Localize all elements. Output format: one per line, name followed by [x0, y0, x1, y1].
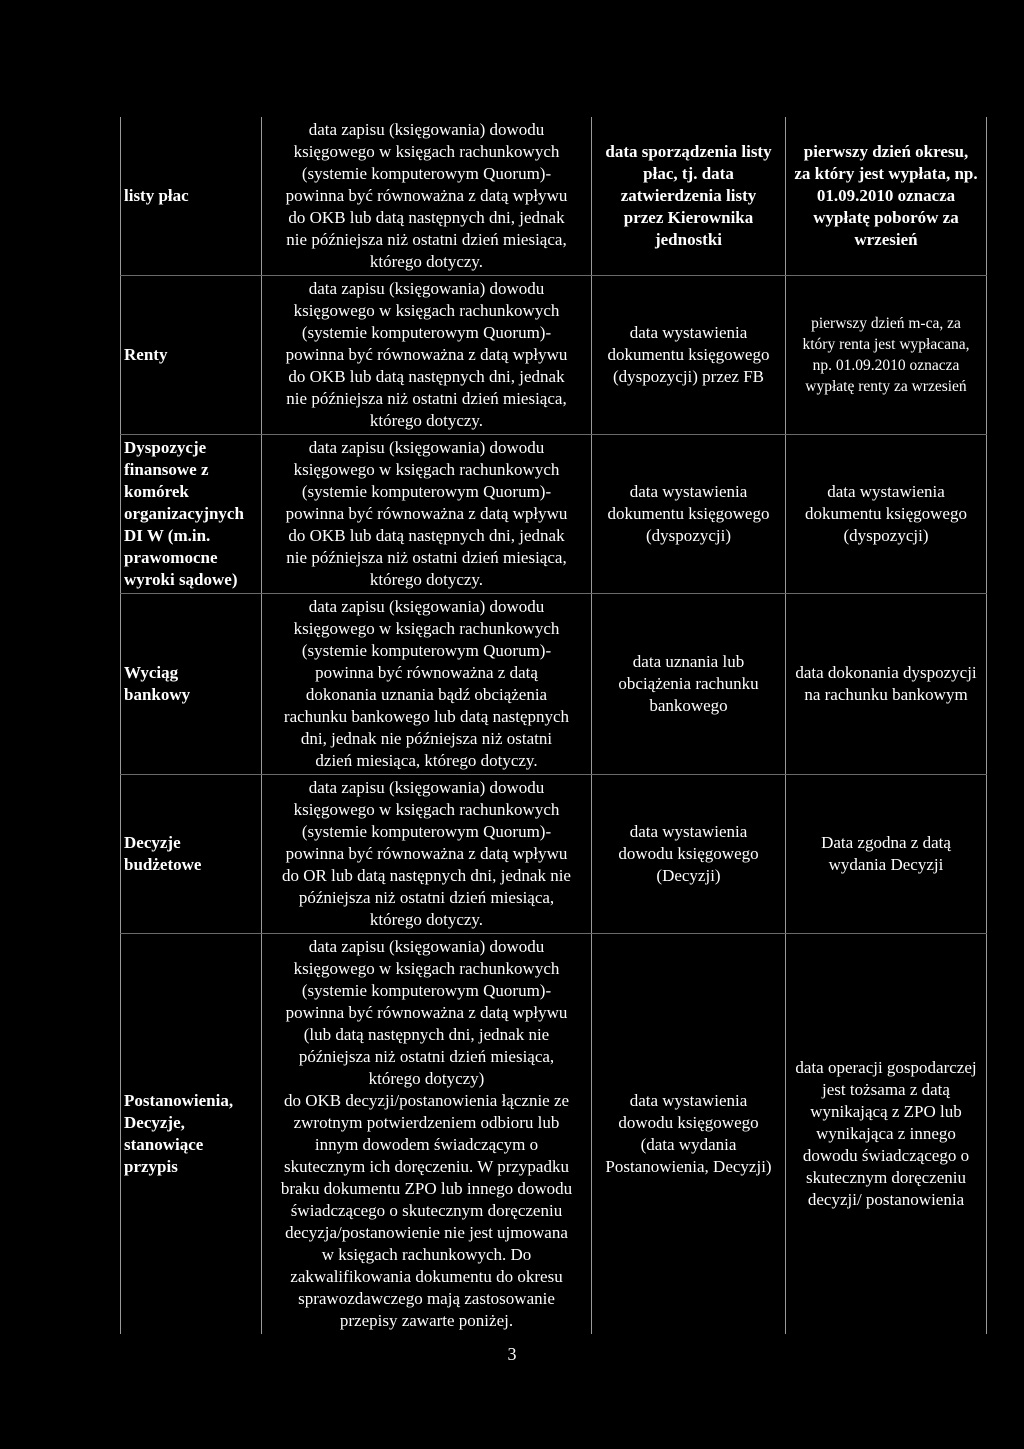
recording-rule-cell: data zapisu (księgowania) dowodu księgowego w księgach rachunkowych (systemie komputerowym Quorum)- powinna być równoważna z datą wpływu do OR lub datą następnych dni, jednak nie późniejsza niż ostatni dzień miesiąca, którego dotyczy.	[262, 775, 592, 934]
document-date-cell: data wystawienia dowodu księgowego (Decyzji)	[592, 775, 786, 934]
operation-date-cell: Data zgodna z datą wydania Decyzji	[786, 775, 987, 934]
document-type-cell: Postanowienia, Decyzje, stanowiące przypis	[121, 934, 262, 1335]
table-row	[121, 594, 987, 775]
document-date-cell: data wystawienia dokumentu księgowego (dyspozycji)	[592, 435, 786, 594]
recording-rule-cell: data zapisu (księgowania) dowodu księgowego w księgach rachunkowych (systemie komputerowym Quorum)- powinna być równoważna z datą dokonania uznania bądź obciążenia rachunku bankowego lub datą następnych dni, jednak nie późniejsza niż ostatni dzień miesiąca, którego dotyczy.	[262, 594, 592, 775]
table-row	[121, 435, 987, 594]
table-row	[121, 775, 987, 934]
document-date-cell: data wystawienia dowodu księgowego (data wydania Postanowienia, Decyzji)	[592, 934, 786, 1335]
document-date-cell: data wystawienia dokumentu księgowego (dyspozycji) przez FB	[592, 276, 786, 435]
recording-rule-cell: data zapisu (księgowania) dowodu księgowego w księgach rachunkowych (systemie komputerowym Quorum)- powinna być równoważna z datą wpływu (lub datą następnych dni, jednak nie późniejsza niż ostatni dzień miesiąca, którego dotyczy) do OKB decyzji/postanowienia łącznie ze zwrotnym potwierdzeniem odbioru lub innym dowodem świadczącym o skutecznym ich doręczeniu. W przypadku braku dokumentu ZPO lub innego dowodu świadczącego o skutecznym doręczeniu decyzja/postanowienie nie jest ujmowana w księgach rachunkowych. Do zakwalifikowania dokumentu do okresu sprawozdawczego mają zastosowanie przepisy zawarte poniżej.	[262, 934, 592, 1335]
recording-rule-cell: data zapisu (księgowania) dowodu księgowego w księgach rachunkowych (systemie komputerowym Quorum)- powinna być równoważna z datą wpływu do OKB lub datą następnych dni, jednak nie późniejsza niż ostatni dzień miesiąca, którego dotyczy.	[262, 435, 592, 594]
document-type-cell: Dyspozycje finansowe z komórek organizacyjnych DI W (m.in. prawomocne wyroki sądowe)	[121, 435, 262, 594]
document-type-cell: listy płac	[121, 117, 262, 276]
page-number: 3	[507, 1344, 517, 1364]
document-type-cell: Decyzje budżetowe	[121, 775, 262, 934]
operation-date-cell: data operacji gospodarczej jest tożsama z datą wynikającą z ZPO lub wynikająca z innego dowodu świadczącego o skutecznym doręczeniu decyzji/ postanowienia	[786, 934, 987, 1335]
table-row	[121, 934, 987, 1335]
document-type-cell: Renty	[121, 276, 262, 435]
document-type-cell: Wyciąg bankowy	[121, 594, 262, 775]
document-date-cell: data sporządzenia listy płac, tj. data zatwierdzenia listy przez Kierownika jednostki	[592, 117, 786, 276]
operation-date-cell: data dokonania dyspozycji na rachunku bankowym	[786, 594, 987, 775]
table-row	[121, 276, 987, 435]
document-table	[120, 117, 987, 1334]
table-row	[121, 117, 987, 276]
operation-date-cell: pierwszy dzień m-ca, za który renta jest wypłacana, np. 01.09.2010 oznacza wypłatę renty za wrzesień	[786, 276, 987, 435]
document-date-cell: data uznania lub obciążenia rachunku bankowego	[592, 594, 786, 775]
operation-date-cell: pierwszy dzień okresu, za który jest wypłata, np. 01.09.2010 oznacza wypłatę poborów za wrzesień	[786, 117, 987, 276]
recording-rule-cell: data zapisu (księgowania) dowodu księgowego w księgach rachunkowych (systemie komputerowym Quorum)- powinna być równoważna z datą wpływu do OKB lub datą następnych dni, jednak nie późniejsza niż ostatni dzień miesiąca, którego dotyczy.	[262, 117, 592, 276]
recording-rule-cell: data zapisu (księgowania) dowodu księgowego w księgach rachunkowych (systemie komputerowym Quorum)- powinna być równoważna z datą wpływu do OKB lub datą następnych dni, jednak nie późniejsza niż ostatni dzień miesiąca, którego dotyczy.	[262, 276, 592, 435]
operation-date-cell: data wystawienia dokumentu księgowego (dyspozycji)	[786, 435, 987, 594]
